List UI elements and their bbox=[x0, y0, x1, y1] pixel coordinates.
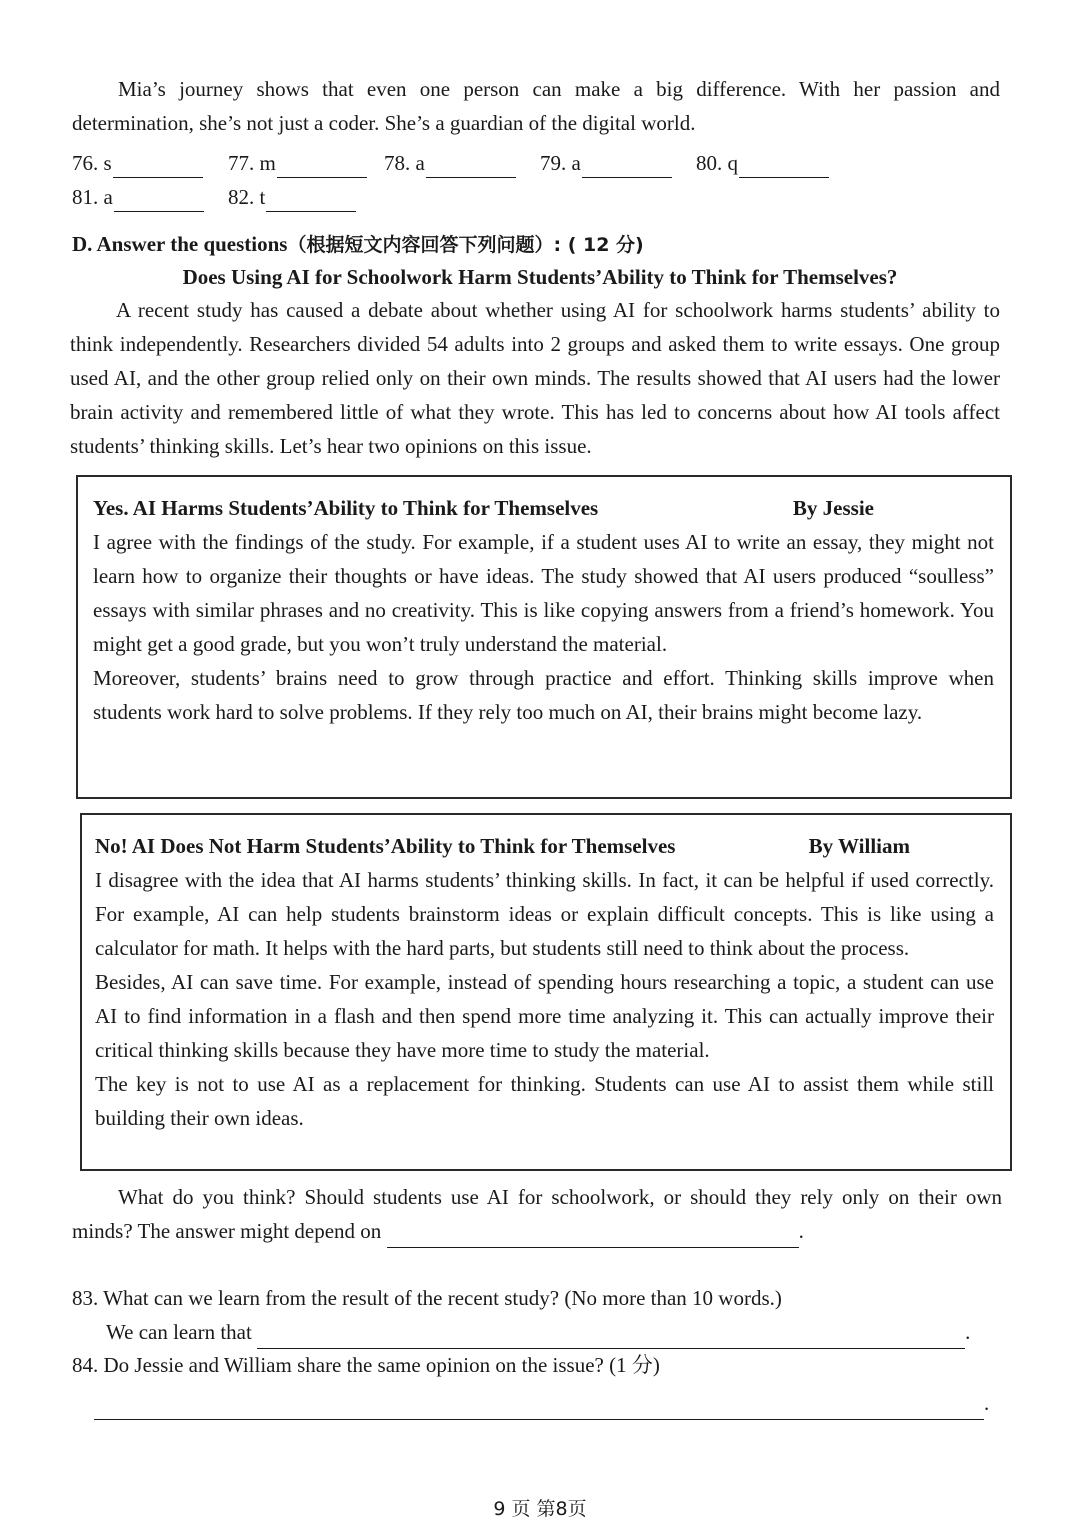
opinion-william-paragraph-2: Besides, AI can save time. For example, instead of spending hours researching a topic, a student can use AI to find information in a flash and then spend more time analyzing it. This can actually improve their critical thinking skills because they have more time to study the material. bbox=[95, 970, 994, 1062]
previous-passage-conclusion: Mia’s journey shows that even one person can make a big difference. With her passion and determination, she’s not just a coder. She’s a guardian of the digital world. bbox=[72, 77, 1000, 135]
opinion-jessie-header bbox=[93, 491, 994, 525]
blank-81[interactable]: 81. a bbox=[72, 182, 228, 212]
opinion-william-paragraph-1: I disagree with the idea that AI harms students’ thinking skills. In fact, it can be helpful if used correctly. For example, AI can help students brainstorm ideas or explain difficult concepts. This is like using a calculator for math. It helps with the hard parts, but students still need to think about the process. bbox=[95, 868, 994, 960]
section-d-heading-cn: （根据短文内容回答下列问题）: ( 12 分) bbox=[287, 234, 644, 256]
opinion-box-william bbox=[80, 813, 1012, 1171]
question-84-answer-line[interactable] bbox=[94, 1395, 984, 1420]
passage-title: Does Using AI for Schoolwork Harm Students’Ability to Think for Themselves? bbox=[182, 265, 898, 289]
opinion-jessie-paragraph-2: Moreover, students’ brains need to grow through practice and effort. Thinking skills improve when students work hard to solve problems. If they rely too much on AI, their brains might become lazy. bbox=[93, 666, 994, 724]
page-footer: 9 页 第8页 bbox=[493, 1498, 587, 1520]
opinion-william-header bbox=[95, 829, 994, 863]
opinion-william-paragraph-3: The key is not to use AI as a replacement for thinking. Students can use AI to assist them while still building their own ideas. bbox=[95, 1072, 994, 1130]
closing-answer-line[interactable] bbox=[387, 1223, 799, 1248]
question-83: 83. What can we learn from the result of the recent study? (No more than 10 words.) bbox=[72, 1286, 782, 1310]
blank-76[interactable]: 76. s bbox=[72, 148, 228, 178]
question-84-answer: . bbox=[94, 1386, 989, 1420]
opinion-william-heading: No! AI Does Not Harm Students’Ability to Think for Themselves bbox=[95, 834, 676, 858]
blank-77[interactable]: 77. m bbox=[228, 148, 384, 178]
opinion-william-author: By William bbox=[808, 834, 910, 858]
closing-paragraph: What do you think? Should students use AI for schoolwork, or should they rely only on their own minds? The answer might depend on . bbox=[72, 1180, 1002, 1248]
opinion-jessie-heading: Yes. AI Harms Students’Ability to Think for Themselves bbox=[93, 496, 599, 520]
blank-78[interactable]: 78. a bbox=[384, 148, 540, 178]
blank-79[interactable]: 79. a bbox=[540, 148, 696, 178]
section-d-heading: D. Answer the questions（根据短文内容回答下列问题）: ( 12 分) bbox=[72, 232, 644, 256]
question-84: 84. Do Jessie and William share the same opinion on the issue? (1 分) bbox=[72, 1353, 660, 1377]
opinion-jessie-paragraph-1: I agree with the findings of the study. For example, if a student uses AI to write an essay, they might not learn how to organize their thoughts or have ideas. The study showed that AI users produced “soulless” essays with similar phrases and no creativity. This is like copying answers from a friend’s homework. You might get a good grade, but you won’t truly understand the material. bbox=[93, 530, 994, 656]
opinion-jessie-author: By Jessie bbox=[792, 496, 874, 520]
blank-82[interactable]: 82. t bbox=[228, 182, 384, 212]
blanks-row-1 bbox=[72, 148, 852, 178]
opinion-box-jessie bbox=[76, 475, 1012, 799]
blank-80[interactable]: 80. q bbox=[696, 148, 852, 178]
question-83-answer-line[interactable] bbox=[257, 1324, 965, 1349]
passage-intro: A recent study has caused a debate about whether using AI for schoolwork harms students’ ability to think independently. Researchers divided 54 adults into 2 groups and asked them to write essays. One group used AI, and the other group relied only on their own minds. The results showed that AI users had the lower brain activity and remembered little of what they wrote. This has led to concerns about how AI tools affect students’ thinking skills. Let’s hear two opinions on this issue. bbox=[70, 298, 1000, 458]
blanks-row-2 bbox=[72, 182, 384, 212]
question-83-answer: We can learn that . bbox=[106, 1315, 970, 1349]
